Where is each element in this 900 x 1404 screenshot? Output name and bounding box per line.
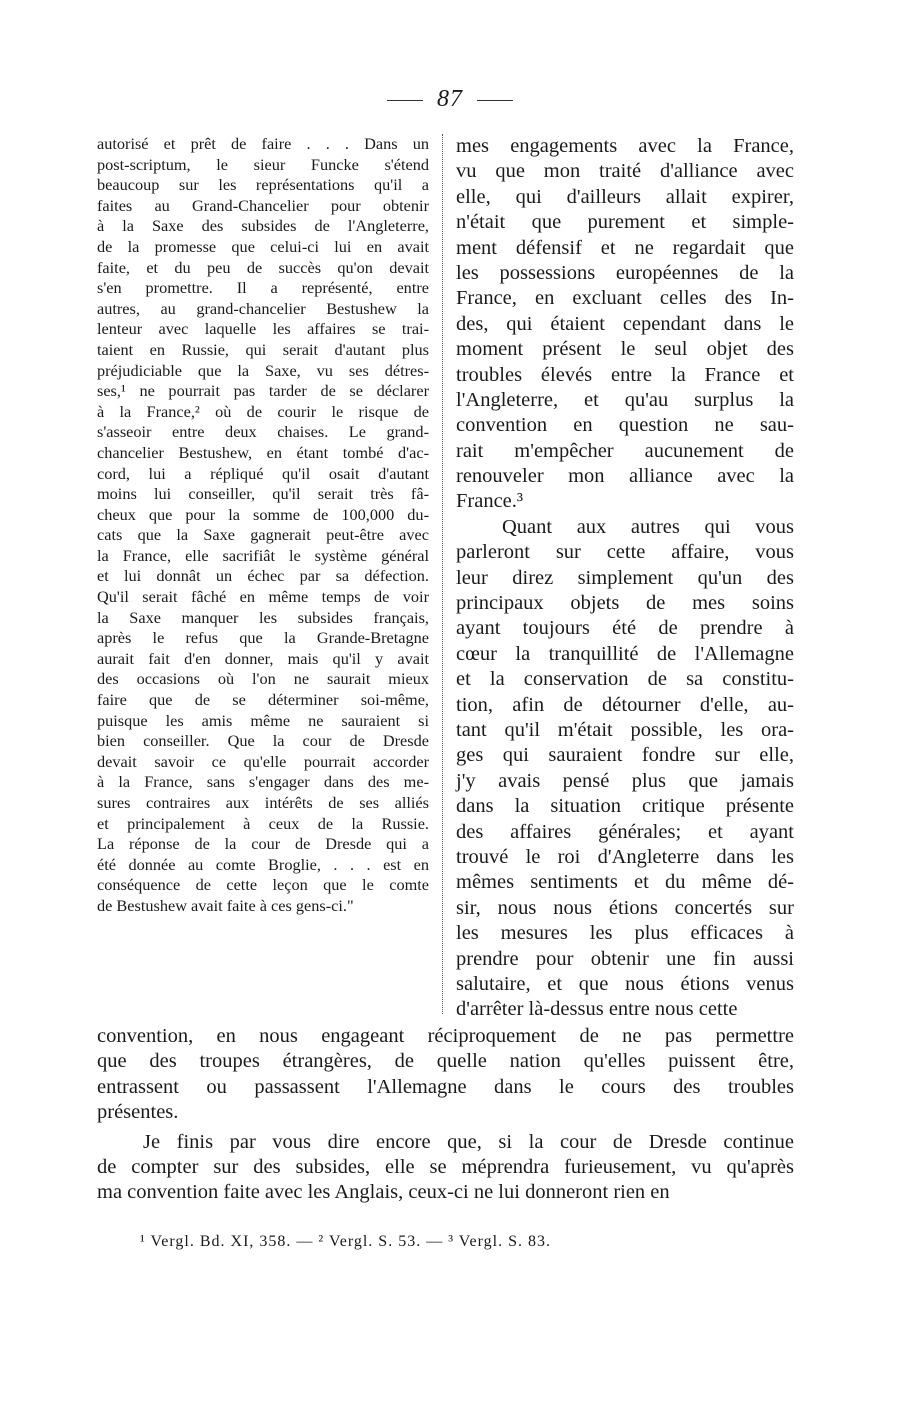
text-line: Quant aux autres qui vous	[502, 515, 794, 538]
text-line: La réponse de la cour de Dresde qui a	[97, 834, 429, 854]
text-line: la France, elle sacrifiât le système général	[97, 545, 429, 565]
full-width-text	[97, 1024, 794, 1206]
text-line: les possessions européennes de la	[456, 261, 794, 284]
text-line: la Saxe manquer les subsides français,	[97, 607, 429, 627]
text-line: à la Saxe des subsides de l'Angleterre,	[97, 216, 429, 236]
text-line: principaux objets de mes soins	[456, 592, 794, 615]
footnotes: ¹ Vergl. Bd. XI, 358. — ² Vergl. S. 53. — ³ Vergl. S. 83.	[140, 1233, 551, 1250]
text-line: ment défensif et ne regardait que	[456, 236, 794, 259]
text-line: ses,¹ ne pourrait pas tarder de se déclarer	[97, 381, 429, 401]
page-number	[0, 86, 900, 113]
text-line: parleront sur cette affaire, vous	[456, 541, 794, 564]
text-line: aurait fait d'en donner, mais qu'il y avait	[97, 648, 429, 668]
text-line: autres, au grand-chancelier Bestushew la	[97, 298, 429, 318]
text-line: j'y avais pensé plus que jamais	[456, 769, 794, 792]
paragraph-convention	[97, 1024, 794, 1126]
text-line: mêmes sentiments et du même dé-	[456, 871, 794, 894]
text-line: ma convention faite avec les Anglais, ceux-ci ne lui donneront rien en	[97, 1181, 670, 1204]
text-line: post-scriptum, le sieur Funcke s'étend	[97, 154, 429, 174]
text-line: cats que la Saxe gagnerait peut-être avec	[97, 525, 429, 545]
text-line: les mesures les plus efficaces à	[456, 922, 794, 945]
text-line: bien conseiller. Que la cour de Dresde	[97, 731, 429, 751]
text-line: convention en question ne sau-	[456, 414, 794, 437]
text-line: et la conservation de sa constitu-	[456, 668, 794, 691]
text-line: ayant toujours été de prendre à	[456, 617, 794, 640]
text-line: s'asseoir entre deux chaises. Le grand-	[97, 422, 429, 442]
text-line: et lui donnât un échec par sa défection.	[97, 566, 429, 586]
text-line: cheux que pour la somme de 100,000 du-	[97, 504, 429, 524]
text-line: cord, lui a répliqué qu'il osait d'autant	[97, 463, 429, 483]
text-line: prendre pour obtenir une fin aussi	[456, 947, 794, 970]
text-line: des, qui étaient cependant dans le	[456, 312, 794, 335]
right-column-main-text	[456, 134, 794, 1023]
text-line: mes engagements avec la France,	[456, 135, 794, 157]
text-line: ges qui sauraient fondre sur elle,	[456, 744, 794, 767]
text-line: s'en promettre. Il a représenté, entre	[97, 278, 429, 298]
text-line: salutaire, et que nous étions venus	[456, 972, 794, 995]
text-line: présentes.	[97, 1101, 179, 1124]
left-column-footnote-text	[97, 134, 429, 917]
text-line: leur direz simplement qu'un des	[456, 566, 794, 589]
text-line: de la promesse que celui-ci lui en avait	[97, 236, 429, 256]
text-line: lenteur avec laquelle les affaires se trai-	[97, 319, 429, 339]
text-line: moins lui conseiller, qu'il serait très fâ-	[97, 484, 429, 504]
text-line: faite, et du peu de succès qu'on devait	[97, 257, 429, 277]
text-line: des affaires générales; et ayant	[456, 820, 794, 843]
text-line: Je finis par vous dire encore que, si la cour de Dresde continue	[143, 1130, 794, 1153]
text-line: rait m'empêcher aucunement de	[456, 439, 794, 462]
text-line: sures contraires aux intérêts de ses alliés	[97, 793, 429, 812]
paragraph-je-finis	[97, 1130, 794, 1206]
text-line: à la France,² où de courir le risque de	[97, 401, 429, 421]
text-line: autorisé et prêt de faire . . . Dans un	[97, 134, 429, 153]
text-line: après le refus que la Grande-Bretagne	[97, 628, 429, 648]
text-line: des occasions où l'on ne saurait mieux	[97, 669, 429, 689]
text-line: été donnée au comte Broglie, . . . est en	[97, 854, 429, 874]
text-line: sir, nous nous étions concertés sur	[456, 896, 794, 919]
text-line: puisque les amis même ne sauraient si	[97, 710, 429, 730]
page-number-text: 87	[437, 86, 463, 112]
text-line: d'arrêter là-dessus entre nous cette	[456, 998, 738, 1021]
text-line: devait savoir ce qu'elle pourrait accorder	[97, 751, 429, 771]
text-line: conséquence de cette leçon que le comte	[97, 875, 429, 895]
text-line: trouvé le roi d'Angleterre dans les	[456, 845, 794, 868]
page-number-dash-right	[477, 100, 513, 101]
text-line: dans la situation critique présente	[456, 795, 794, 818]
text-line: chancelier Bestushew, en étant tombé d'ac-	[97, 442, 429, 462]
text-line: convention, en nous engageant réciproquement de ne pas permettre	[97, 1025, 794, 1047]
text-line: entrassent ou passassent l'Allemagne dans le cours des troubles	[97, 1075, 794, 1098]
text-line: l'Angleterre, et qu'au surplus la	[456, 388, 794, 411]
text-line: préjudiciable que la Saxe, vu ses détres-	[97, 360, 429, 380]
text-line: France, en excluant celles des In-	[456, 287, 794, 310]
text-line: France.³	[456, 490, 524, 513]
text-line: cœur la tranquillité de l'Allemagne	[456, 642, 794, 665]
text-line: tion, afin de détourner d'elle, au-	[456, 693, 794, 716]
column-divider	[442, 134, 443, 1014]
text-line: Qu'il serait fâché en même temps de voir	[97, 587, 429, 607]
text-line: beaucoup sur les représentations qu'il a	[97, 175, 429, 195]
text-line: vu que mon traité d'alliance avec	[456, 160, 794, 183]
text-line: de compter sur des subsides, elle se méprendra furieusement, vu qu'après	[97, 1155, 794, 1178]
text-line: que des troupes étrangères, de quelle nation qu'elles puissent être,	[97, 1050, 794, 1073]
text-line: faire que de se déterminer soi-même,	[97, 690, 429, 710]
page-number-dash-left	[387, 100, 423, 101]
text-line: troubles élevés entre la France et	[456, 363, 794, 386]
text-line: taient en Russie, qui serait d'autant plus	[97, 339, 429, 359]
text-line: moment présent le seul objet des	[456, 338, 794, 361]
text-line: renouveler mon alliance avec la	[456, 465, 794, 488]
text-line: de Bestushew avait faite à ces gens-ci."	[97, 895, 354, 915]
text-line: à la France, sans s'engager dans des me-	[97, 772, 429, 792]
text-line: tant qu'il m'était possible, les ora-	[456, 718, 794, 741]
text-line: faites au Grand-Chancelier pour obtenir	[97, 195, 429, 215]
text-line: et principalement à ceux de la Russie.	[97, 813, 429, 833]
text-line: elle, qui d'ailleurs allait expirer,	[456, 185, 794, 208]
text-line: n'était que purement et simple-	[456, 211, 794, 234]
